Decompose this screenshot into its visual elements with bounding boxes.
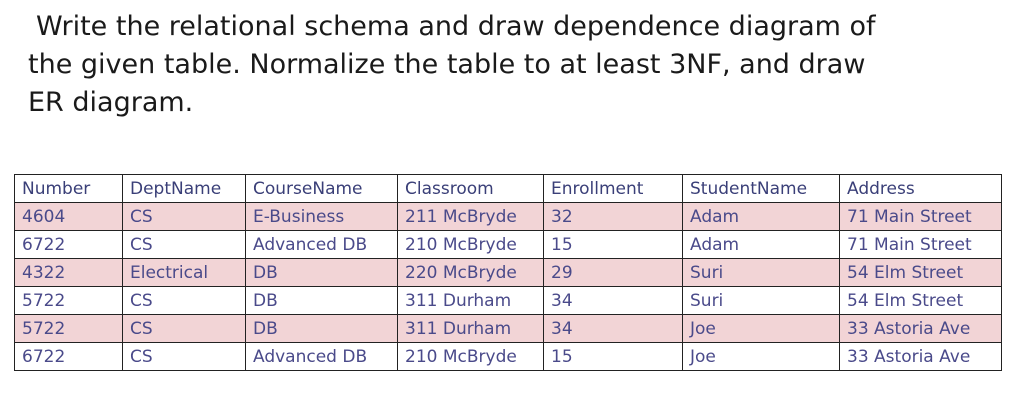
cell-deptname: CS [123, 343, 246, 371]
cell-coursename: DB [246, 315, 398, 343]
cell-deptname: CS [123, 287, 246, 315]
cell-number: 4604 [15, 203, 123, 231]
cell-number: 5722 [15, 315, 123, 343]
cell-deptname: CS [123, 315, 246, 343]
table-row [15, 259, 1002, 287]
cell-enrollment: 34 [544, 287, 683, 315]
table-row [15, 287, 1002, 315]
cell-studentname: Suri [683, 287, 840, 315]
column-header-classroom: Classroom [398, 175, 544, 203]
column-header-number: Number [15, 175, 123, 203]
cell-number: 6722 [15, 231, 123, 259]
table-row [15, 203, 1002, 231]
data-table [14, 174, 1002, 371]
table-row [15, 315, 1002, 343]
question-line-2: the given table. Normalize the table to at least 3NF, and draw [28, 49, 866, 80]
cell-classroom: 210 McBryde [398, 231, 544, 259]
cell-number: 4322 [15, 259, 123, 287]
cell-address: 33 Astoria Ave [840, 315, 1002, 343]
column-header-coursename: CourseName [246, 175, 398, 203]
column-header-address: Address [840, 175, 1002, 203]
cell-enrollment: 15 [544, 231, 683, 259]
cell-address: 71 Main Street [840, 203, 1002, 231]
cell-deptname: CS [123, 231, 246, 259]
table-row [15, 231, 1002, 259]
cell-enrollment: 32 [544, 203, 683, 231]
cell-number: 5722 [15, 287, 123, 315]
cell-enrollment: 34 [544, 315, 683, 343]
cell-studentname: Joe [683, 343, 840, 371]
cell-classroom: 311 Durham [398, 315, 544, 343]
cell-coursename: Advanced DB [246, 343, 398, 371]
cell-coursename: Advanced DB [246, 231, 398, 259]
cell-deptname: Electrical [123, 259, 246, 287]
question-text [28, 8, 988, 122]
cell-studentname: Adam [683, 231, 840, 259]
column-header-studentname: StudentName [683, 175, 840, 203]
column-header-enrollment: Enrollment [544, 175, 683, 203]
cell-studentname: Joe [683, 315, 840, 343]
cell-classroom: 210 McBryde [398, 343, 544, 371]
table-row [15, 343, 1002, 371]
cell-classroom: 211 McBryde [398, 203, 544, 231]
cell-enrollment: 29 [544, 259, 683, 287]
cell-address: 54 Elm Street [840, 287, 1002, 315]
cell-deptname: CS [123, 203, 246, 231]
cell-classroom: 220 McBryde [398, 259, 544, 287]
question-line-3: ER diagram. [28, 87, 194, 118]
cell-address: 54 Elm Street [840, 259, 1002, 287]
cell-coursename: DB [246, 259, 398, 287]
cell-address: 71 Main Street [840, 231, 1002, 259]
cell-coursename: E-Business [246, 203, 398, 231]
cell-address: 33 Astoria Ave [840, 343, 1002, 371]
cell-number: 6722 [15, 343, 123, 371]
cell-studentname: Adam [683, 203, 840, 231]
column-header-deptname: DeptName [123, 175, 246, 203]
cell-enrollment: 15 [544, 343, 683, 371]
question-line-1: Write the relational schema and draw dependence diagram of [36, 11, 876, 42]
table-header-row [15, 175, 1002, 203]
cell-classroom: 311 Durham [398, 287, 544, 315]
cell-studentname: Suri [683, 259, 840, 287]
cell-coursename: DB [246, 287, 398, 315]
